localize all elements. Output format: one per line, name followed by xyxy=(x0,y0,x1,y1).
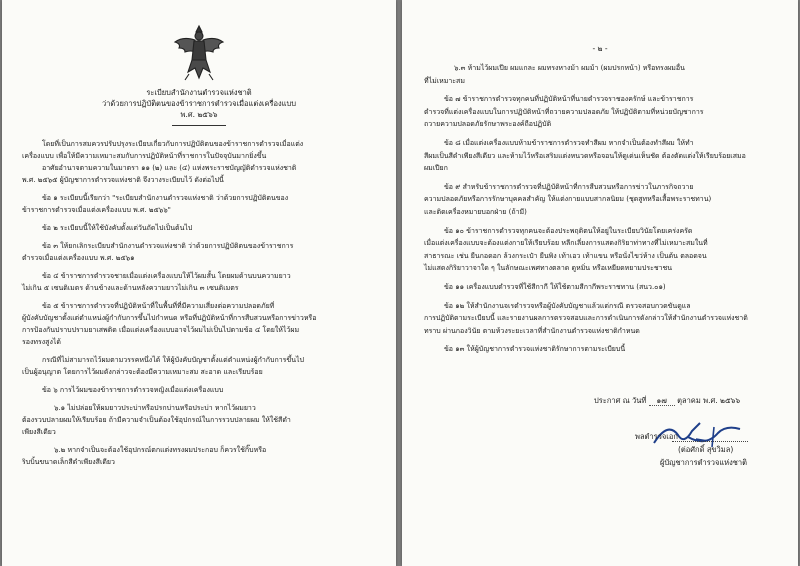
announce-month-year: ตุลาคม พ.ศ. ๒๕๖๖ xyxy=(677,396,741,405)
body-line: การป้องกันปราบปรามยาเสพติด เมื่อแต่งเครื่องแบบอาจไว้ผมไม่เป็นไปตามข้อ ๔ โดยให้ไว้ผม xyxy=(22,326,300,334)
announce-date xyxy=(594,396,740,406)
document-page-1 xyxy=(2,0,396,566)
signature-line xyxy=(672,441,748,442)
body-line: สีผมเป็นสีดำเพียงสีเดียว และห้ามไว้หรือเสริมแต่งหนวดหรือจอนให้ดูเด่นเห็นชัด ต้องตัดแต่งให้เรียบร้อยเสมอ xyxy=(424,151,746,160)
body-line: เป็นผู้อนุญาต โดยการไว้ผมดังกล่าวจะต้องมีความเหมาะสม สะอาด และเรียบร้อย xyxy=(22,368,263,376)
garuda-emblem-icon xyxy=(173,22,225,82)
body-line: ข้อ ๑ ระเบียบนี้เรียกว่า "ระเบียบสำนักงานตำรวจแห่งชาติ ว่าด้วยการปฏิบัติตนของ xyxy=(42,194,289,202)
body-line: ข้อ ๘ เมื่อแต่งเครื่องแบบห้ามข้าราชการตำรวจทำสีผม หากจำเป็นต้องทำสีผม ให้ทำ xyxy=(444,139,694,147)
body-line: ข้อ ๑๐ ข้าราชการตำรวจทุกคนจะต้องประพฤติตนให้อยู่ในระเบียบวินัยโดยเคร่งครัด xyxy=(444,226,693,235)
body-line: ข้อ ๑๑ เครื่องแบบตำรวจที่ใช้สีกากี ให้ใช้ตามสีกากีพระราชทาน (สนว.๐๑) xyxy=(444,283,666,291)
body-line: พ.ศ. ๒๕๖๕ ผู้บัญชาการตำรวจแห่งชาติ จึงวางระเบียบไว้ ดังต่อไปนี้ xyxy=(22,176,224,184)
body-line: ริบบิ้นขนาดเล็กสีดำเพียงสีเดียว xyxy=(22,458,115,466)
body-line: อาศัยอำนาจตามความในมาตรา ๑๑ (๒) และ (๔) แห่งพระราชบัญญัติตำรวจแห่งชาติ xyxy=(42,164,297,172)
body-line: ต้องรวบปลายผมให้เรียบร้อย ถ้ามีความจำเป็นต้องใช้อุปกรณ์ในการรวบปลายผม ให้ใช้สีดำ xyxy=(22,416,291,424)
body-line: เพียงสีเดียว xyxy=(22,428,56,436)
document-page-2 xyxy=(402,0,798,566)
announce-day: ๑๗ xyxy=(649,396,675,406)
body-line: ๖.๓ ห้ามไว้ผมเปีย ผมแกละ ผมทรงหางม้า ผมม้า (ผมปรกหน้า) หรือทรงผมอื่น xyxy=(454,64,685,72)
body-line: ที่ไม่เหมาะสม xyxy=(424,76,465,85)
body-line: ความปลอดภัยหรือการรักษาบุคคลสำคัญ ให้แต่งกายแบบสากลนิยม (ชุดสูทหรือเสื้อพระราชทาน) xyxy=(424,195,712,204)
body-line: ข้อ ๗ ข้าราชการตำรวจทุกคนที่ปฏิบัติหน้าที่นายตำรวจราชองครักษ์ และข้าราชการ xyxy=(444,95,694,104)
body-line: เครื่องแบบ เพื่อให้มีความเหมาะสมกับการปฏิบัติหน้าที่ราชการในปัจจุบันมากยิ่งขึ้น xyxy=(22,152,267,160)
body-line: ผู้บังคับบัญชาตั้งแต่ตำแหน่งผู้กำกับการขึ้นไปกำหนด หรือที่ปฏิบัติหน้าที่การสืบสวนหรือการข่าวหรือ xyxy=(22,314,317,322)
body-line: โดยที่เป็นการสมควรปรับปรุงระเบียบเกี่ยวกับการปฏิบัติตนของข้าราชการตำรวจเมื่อแต่ง xyxy=(42,140,304,148)
body-line: ข้อ ๕ ข้าราชการตำรวจที่ปฏิบัติหน้าที่ในพื้นที่ที่มีความเสี่ยงต่อความปลอดภัยที่ xyxy=(42,302,275,310)
body-line: กรณีที่ไม่สามารถไว้ผมตามวรรคหนึ่งได้ ให้ผู้บังคับบัญชาตั้งแต่ตำแหน่งผู้กำกับการขึ้นไป xyxy=(42,356,304,364)
body-line: ข้าราชการตำรวจเมื่อแต่งเครื่องแบบ พ.ศ. ๒๕๖๖" xyxy=(22,206,171,214)
body-line: ข้อ ๙ สำหรับข้าราชการตำรวจที่ปฏิบัติหน้าที่การสืบสวนหรือการข่าวในภารกิจถวาย xyxy=(444,182,694,191)
body-line: เมื่อแต่งเครื่องแบบจะต้องแต่งกายให้เรียบร้อย หลีกเลี่ยงการแสดงกิริยาท่าทางที่ไม่เหมาะสมในที่ xyxy=(424,239,708,248)
body-line: ผมเปียก xyxy=(424,164,448,173)
signer-name: (ต่อศักดิ์ สุขวิมล) xyxy=(678,445,734,454)
body-line: ตำรวจที่แต่งเครื่องแบบในการปฏิบัติหน้าที่ถวายความปลอดภัย ให้ปฏิบัติตามที่หน่วยบัญชาการ xyxy=(424,107,704,116)
body-line: ๖.๑ ไม่ปล่อยให้ผมยาวประบ่าหรือปรกบ่านหรือประบ่า หากไว้ผมยาว xyxy=(54,404,256,412)
body-line: และติดเครื่องหมายบอกฝ่าย (ถ้ามี) xyxy=(424,208,527,216)
body-line: ข้อ ๖ การไว้ผมของข้าราชการตำรวจหญิงเมื่อแต่งเครื่องแบบ xyxy=(42,386,224,394)
announce-prefix: ประกาศ ณ วันที่ xyxy=(594,396,647,405)
body-line: ข้อ ๔ ข้าราชการตำรวจชายเมื่อแต่งเครื่องแบบให้ไว้ผมสั้น โดยผมด้านบนความยาว xyxy=(42,272,291,280)
signer-rank: พลตำรวจเอก xyxy=(635,432,678,441)
body-line: ข้อ ๑๓ ให้ผู้บัญชาการตำรวจแห่งชาติรักษาการตามระเบียบนี้ xyxy=(444,345,626,354)
body-line: ถวายความปลอดภัยรักษาพระองค์ถือปฏิบัติ xyxy=(424,120,552,129)
title-line-1: ระเบียบสำนักงานตำรวจแห่งชาติ xyxy=(146,88,252,97)
body-line: ไม่เกิน ๕ เซนติเมตร ด้านข้างและด้านหลังความยาวไม่เกิน ๓ เซนติเมตร xyxy=(22,284,239,292)
signer-title: ผู้บัญชาการตำรวจแห่งชาติ xyxy=(660,458,747,467)
body-line: ตำรวจเมื่อแต่งเครื่องแบบ พ.ศ. ๒๕๖๑ xyxy=(22,254,135,262)
body-line: ทราบ ผ่านกองวินัย ตามห้วงระยะเวลาที่สำนักงานตำรวจแห่งชาติกำหนด xyxy=(424,326,640,335)
page-number: - ๒ - xyxy=(592,44,608,53)
body-line: สาธารณะ เช่น ยืนกอดอก ล้วงกระเป๋า ยืนพิง เท้าเอว เท้าแขน หรือนั่งไขว่ห้าง เป็นต้น ตลอดจน xyxy=(424,251,707,260)
body-line: การปฏิบัติตามระเบียบนี้ และรายงานผลการตรวจสอบและการดำเนินการดังกล่าวให้สำนักงานตำรวจแห่งชาติ xyxy=(424,314,748,323)
body-line: ข้อ ๒ ระเบียบนี้ให้ใช้บังคับตั้งแต่วันถัดไปเป็นต้นไป xyxy=(42,224,193,232)
title-line-2: ว่าด้วยการปฏิบัติตนของข้าราชการตำรวจเมื่อแต่งเครื่องแบบ xyxy=(101,99,297,108)
body-line: รองทรงสูงได้ xyxy=(22,338,61,346)
title-line-3: พ.ศ. ๒๕๖๖ xyxy=(180,110,218,119)
body-line: ไม่แสดงกิริยาวาจาใด ๆ ในลักษณะเพศทางตลาด ดูหมิ่น หรือเหยียดหยามประชาชน xyxy=(424,264,673,273)
body-line: ข้อ ๓ ให้ยกเลิกระเบียบสำนักงานตำรวจแห่งชาติ ว่าด้วยการปฏิบัติตนของข้าราชการ xyxy=(42,242,294,250)
body-line: ข้อ ๑๒ ให้สำนักงานจเรตำรวจหรือผู้บังคับบัญชาแล้วแต่กรณี ตรวจสอบกวดขันดูแล xyxy=(444,301,691,310)
title-rule xyxy=(172,125,226,126)
body-line: ๖.๒ หากจำเป็นจะต้องใช้อุปกรณ์ตกแต่งทรงผมประกอบ ก็ควรใช้กิ๊บหรือ xyxy=(54,446,267,454)
